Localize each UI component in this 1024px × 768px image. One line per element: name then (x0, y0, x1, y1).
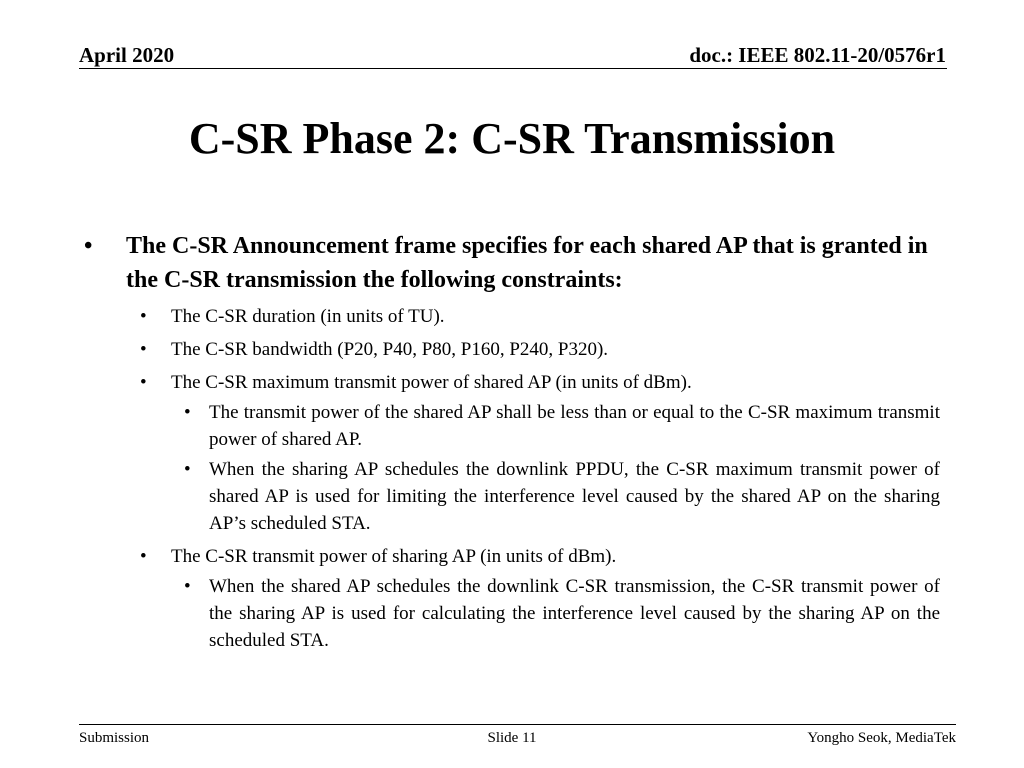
sub-bullet-text: The C-SR maximum transmit power of shared AP (in units of dBm). (171, 372, 692, 393)
sub-sub-bullet (84, 456, 940, 537)
main-bullet (84, 229, 940, 297)
sub-bullet-sharing-power (84, 543, 940, 570)
footer-divider (79, 724, 956, 725)
sub-bullet-max-power (84, 369, 940, 396)
bullet-icon: • (184, 459, 191, 480)
bullet-icon: • (140, 306, 147, 327)
slide-title: C-SR Phase 2: C-SR Transmission (188, 114, 836, 163)
bullet-icon: • (140, 339, 147, 360)
sub-bullet-bandwidth (84, 336, 940, 363)
footer-author: Yongho Seok, MediaTek (807, 730, 956, 746)
sub-sub-bullet (84, 573, 940, 654)
sub-bullet-text: The C-SR duration (in units of TU). (171, 306, 445, 327)
sub-bullet-text: The C-SR transmit power of sharing AP (in units of dBm). (171, 546, 617, 567)
bullet-icon: • (140, 372, 147, 393)
sub-bullet-text: The C-SR bandwidth (P20, P40, P80, P160, P240, P320). (171, 339, 609, 360)
header-divider (79, 68, 947, 69)
footer-slide-number: Slide 11 (487, 730, 537, 746)
sub-bullet-duration (84, 303, 940, 330)
bullet-icon: • (184, 576, 191, 597)
footer-submission: Submission (79, 730, 150, 746)
bullet-icon: • (184, 402, 191, 423)
sub-sub-bullet-text: When the shared AP schedules the downlink C-SR transmission, the C-SR transmit power of the sharing AP is used for calculating the interference level caused by the sharing AP on the scheduled STA. (209, 576, 940, 651)
header-doc-id: doc.: IEEE 802.11-20/0576r1 (689, 43, 946, 67)
main-bullet-text: The C-SR Announcement frame specifies for each shared AP that is granted in the C-SR transmission the following constraints: (126, 233, 928, 293)
bullet-icon: • (140, 546, 147, 567)
bullet-icon: • (84, 233, 93, 259)
sub-sub-bullet-text: The transmit power of the shared AP shall be less than or equal to the C-SR maximum transmit power of shared AP. (209, 402, 940, 450)
header-date: April 2020 (79, 43, 175, 67)
sub-sub-bullet (84, 399, 940, 453)
sub-sub-bullet-text: When the sharing AP schedules the downlink PPDU, the C-SR maximum transmit power of shared AP is used for limiting the interference level caused by the shared AP on the sharing AP’s scheduled STA. (209, 459, 940, 534)
slide-body (84, 229, 940, 654)
